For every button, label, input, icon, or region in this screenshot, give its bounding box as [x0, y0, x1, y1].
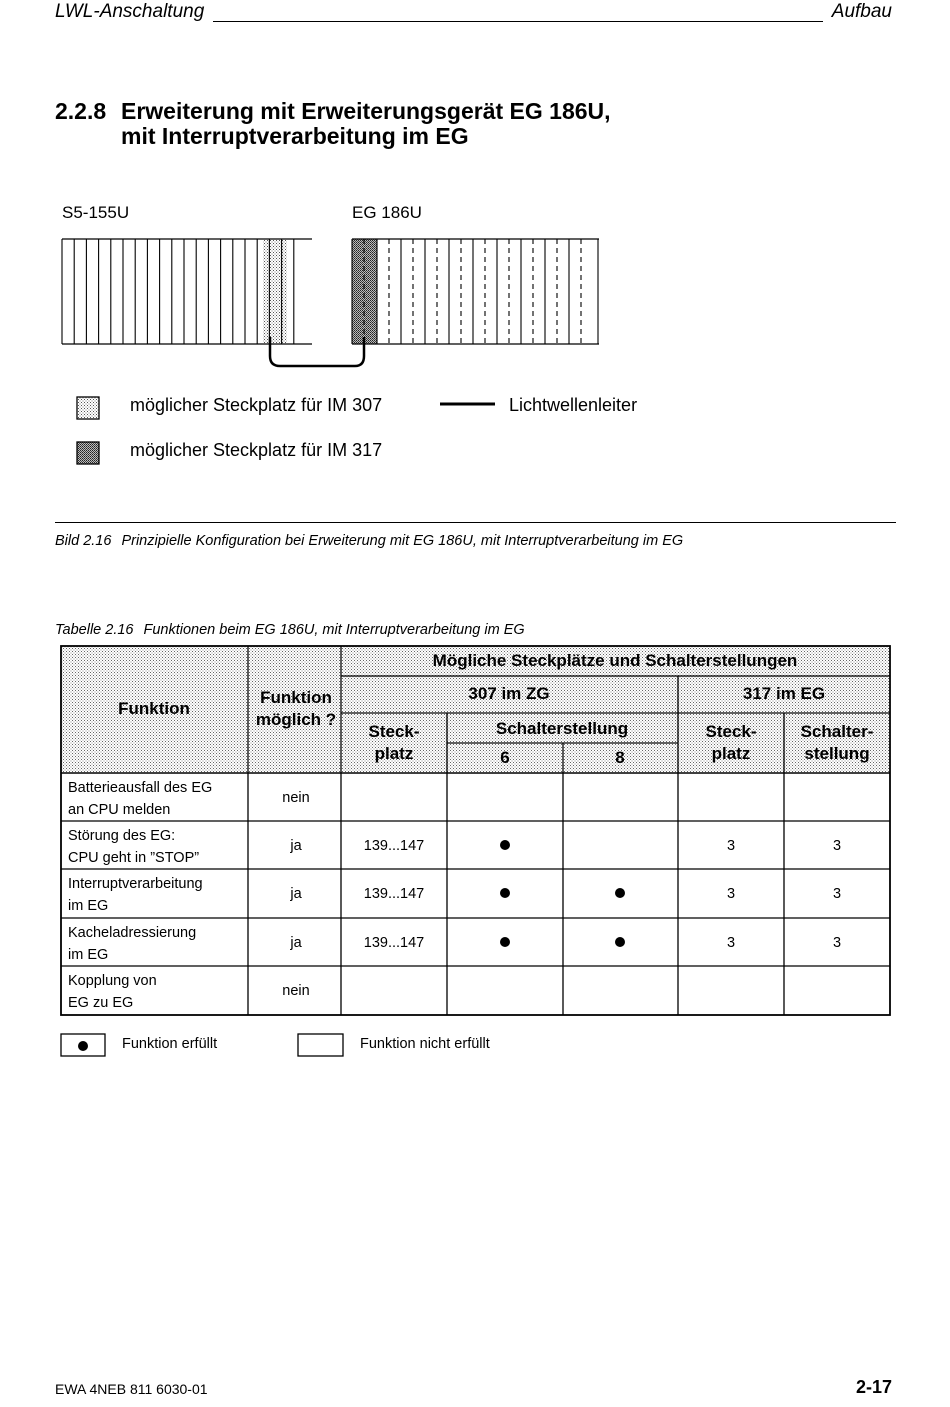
slot-im317-zone [352, 239, 377, 344]
col-header-steck-1: Steck- [368, 722, 420, 741]
footer-page-number: 2-17 [855, 1377, 892, 1397]
cell-steckplatz-eg: 3 [726, 838, 736, 854]
col-header-eg-steck-1: Steck- [705, 722, 757, 741]
col-header-moeglich-1: Funktion [260, 688, 332, 707]
col-header-317-eg: 317 im EG [742, 684, 826, 703]
cell-function-line2: EG zu EG [68, 995, 134, 1011]
col-header-moeglich-2: möglich ? [255, 710, 337, 729]
cell-steckplatz-eg: 3 [726, 886, 736, 902]
cell-function-line1: Kacheladressierung [68, 925, 197, 941]
cell-steckplatz-zg: 139...147 [363, 838, 425, 854]
section-title-line2: mit Interruptverarbeitung im EG [121, 123, 469, 149]
section-title-line1: Erweiterung mit Erweiterungsgerät EG 186U, [121, 98, 611, 124]
cell-schalter-eg: 3 [832, 838, 842, 854]
functions-table [61, 646, 890, 1015]
table-body [68, 780, 841, 1011]
col-header-steck-2: platz [374, 744, 414, 763]
cell-steckplatz-zg: 139...147 [363, 935, 425, 951]
caption-rule [55, 522, 896, 523]
legend-swatch-im307 [77, 397, 99, 419]
footer-document-id: EWA 4NEB 811 6030-01 [55, 1381, 208, 1397]
rack-eg-186u [352, 239, 599, 344]
col-header-group: Mögliche Steckplätze und Schalterstellungen [432, 651, 798, 670]
cell-sw6-dot [500, 888, 510, 898]
cell-steckplatz-eg: 3 [726, 935, 736, 951]
cell-possible: ja [290, 838, 302, 854]
legend-text-im307: möglicher Steckplatz für IM 307 [130, 395, 383, 415]
section-number: 2.2.8 [55, 98, 107, 124]
col-header-schalter-1: Schalter- [800, 722, 874, 741]
cell-function-line1: Interruptverarbeitung [68, 876, 203, 892]
cell-schalter-eg: 3 [832, 935, 842, 951]
rack-label-eg-186u: EG 186U [352, 203, 422, 222]
cell-possible: nein [282, 790, 310, 806]
cell-steckplatz-zg: 139...147 [363, 886, 425, 902]
key-text-fulfilled: Funktion erfüllt [122, 1036, 218, 1052]
cell-function-line2: CPU geht in ”STOP” [68, 850, 200, 866]
legend-text-im317: möglicher Steckplatz für IM 317 [130, 440, 383, 460]
key-dot-fulfilled [78, 1041, 88, 1051]
cell-function-line2: im EG [68, 898, 109, 914]
col-header-307-zg: 307 im ZG [468, 684, 550, 703]
col-header-schalter-2: stellung [804, 744, 870, 763]
key-box-not-fulfilled [298, 1034, 343, 1056]
running-header-left: LWL-Anschaltung [55, 1, 205, 22]
cell-sw8-dot [615, 888, 625, 898]
col-header-sw8: 8 [615, 748, 625, 767]
figure-caption-text: Prinzipielle Konfiguration bei Erweiterung mit EG 186U, mit Interruptverarbeitung im EG [121, 533, 684, 549]
cell-function-line2: an CPU melden [68, 802, 171, 818]
cell-schalter-eg: 3 [832, 886, 842, 902]
cell-possible: nein [282, 983, 310, 999]
cell-sw6-dot [500, 840, 510, 850]
cell-function-line1: Störung des EG: [68, 828, 176, 844]
col-header-eg-steck-2: platz [711, 744, 751, 763]
running-header-right: Aufbau [831, 1, 892, 22]
cell-sw8-dot [615, 937, 625, 947]
cell-sw6-dot [500, 937, 510, 947]
col-header-sw6: 6 [500, 748, 510, 767]
cell-function-line1: Batterieausfall des EG [68, 780, 213, 796]
figure-caption [55, 533, 683, 549]
table-caption [55, 622, 525, 638]
key-text-not-fulfilled: Funktion nicht erfüllt [360, 1036, 490, 1052]
col-header-schalterstellung: Schalterstellung [495, 719, 629, 738]
table-number: Tabelle 2.16 [55, 622, 134, 638]
legend-text-lwl: Lichtwellenleiter [509, 395, 638, 415]
cell-possible: ja [290, 935, 302, 951]
rack-label-s5-155u: S5-155U [62, 203, 130, 222]
cell-function-line2: im EG [68, 947, 109, 963]
col-header-funktion: Funktion [118, 699, 190, 718]
cell-function-line1: Kopplung von [68, 973, 157, 989]
figure-number: Bild 2.16 [55, 533, 112, 549]
table-caption-text: Funktionen beim EG 186U, mit Interruptverarbeitung im EG [143, 622, 525, 638]
cell-possible: ja [290, 886, 302, 902]
rack-s5-155u [62, 239, 312, 344]
slot-im307-zone [263, 239, 287, 344]
legend-swatch-im317 [77, 442, 99, 464]
